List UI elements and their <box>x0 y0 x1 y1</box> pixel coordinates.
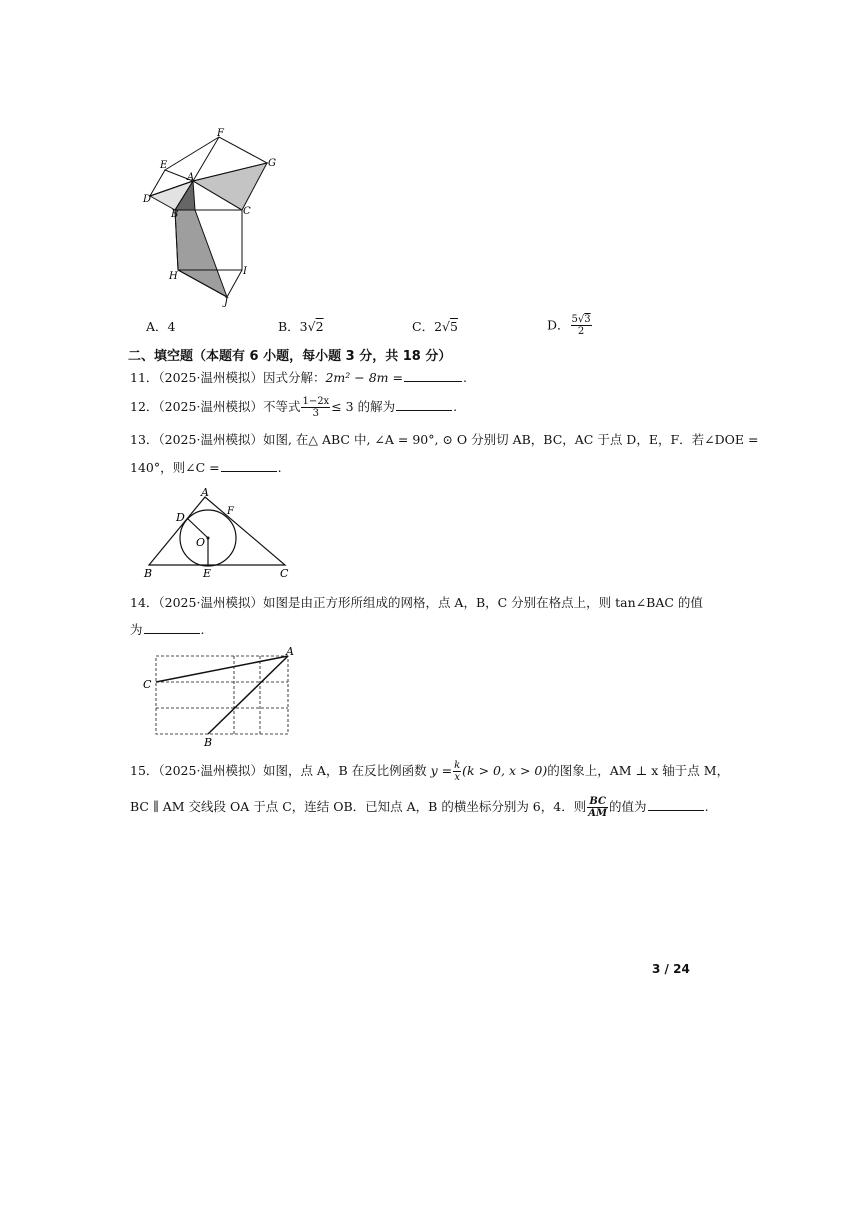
label-E: E <box>160 160 168 171</box>
label-A: A <box>187 172 195 183</box>
figure-incircle <box>140 484 295 579</box>
option-d: D． $\frac{5√3}{2}$ <box>547 314 591 337</box>
label-C: C <box>280 567 289 579</box>
sqrt-symbol: √ <box>307 319 316 334</box>
inequality-fraction: $\frac{1-2x}{3}$ <box>302 396 330 419</box>
label-D: D <box>143 194 152 205</box>
page-number: 3 / 24 <box>652 962 690 976</box>
label-D: D <box>176 511 185 524</box>
option-c: C．2√5 <box>412 319 458 334</box>
question-15-line1: 15．（2025·温州模拟）如图，点 A，B 在反比例函数 y = $\frac{k}{x}$ (k > 0, x > 0)的图象上，AM ⊥ x 轴于点 M， <box>130 760 730 783</box>
label-B: B <box>144 567 153 579</box>
answer-blank[interactable] <box>396 400 452 411</box>
question-12: 12．（2025·温州模拟）不等式 $\frac{1-2x}{3}$ ≤ 3 的解为 . <box>130 396 458 419</box>
label-C: C <box>143 678 152 691</box>
sqrt-symbol: √ <box>442 319 450 334</box>
label-I: I <box>243 266 247 277</box>
label-O: O <box>196 536 206 549</box>
question-13-line1: 13．（2025·温州模拟）如图, 在△ ABC 中, ∠A = 90°, ⊙ O 分别切 AB，BC，AC 于点 D，E，F．若∠DOE = <box>130 432 759 447</box>
label-B: B <box>204 736 213 749</box>
label-J: J <box>224 297 229 308</box>
question-14-line1: 14．（2025·温州模拟）如图是由正方形所组成的网格，点 A，B，C 分别在格点上，则 tan∠BAC 的值 <box>130 595 703 610</box>
question-13-line2: 140°，则∠C = . <box>130 460 282 475</box>
option-b: B．3√2 <box>278 319 324 334</box>
label-G: G <box>268 158 276 169</box>
label-B: B <box>171 209 179 220</box>
label-F: F <box>227 506 234 517</box>
ratio-fraction: $\frac{BC}{AM}$ <box>588 796 608 819</box>
option-d-fraction: $\frac{5√3}{2}$ <box>571 314 591 337</box>
answer-blank[interactable] <box>221 461 277 472</box>
label-F: F <box>217 128 224 139</box>
answer-blank[interactable] <box>648 800 704 811</box>
label-A: A <box>286 645 294 658</box>
label-E: E <box>203 567 212 579</box>
function-fraction: $\frac{k}{x}$ <box>454 760 461 783</box>
option-a: A．4 <box>146 319 176 334</box>
label-H: H <box>169 271 178 282</box>
question-14-line2: 为 . <box>130 622 205 637</box>
label-A: A <box>201 486 209 499</box>
label-C: C <box>243 206 251 217</box>
figure-pythagoras <box>138 125 283 310</box>
question-11: 11．（2025·温州模拟）因式分解：2m² − 8m = . <box>130 370 467 385</box>
section-title: 二、填空题（本题有 6 小题，每小题 3 分，共 18 分） <box>128 349 452 364</box>
answer-blank[interactable] <box>144 623 200 634</box>
answer-blank[interactable] <box>404 371 462 382</box>
figure-grid <box>140 644 300 749</box>
question-15-line2: BC ∥ AM 交线段 OA 于点 C，连结 OB．已知点 A，B 的横坐标分别为 6，4．则 $\frac{BC}{AM}$ 的值为 . <box>130 796 709 819</box>
